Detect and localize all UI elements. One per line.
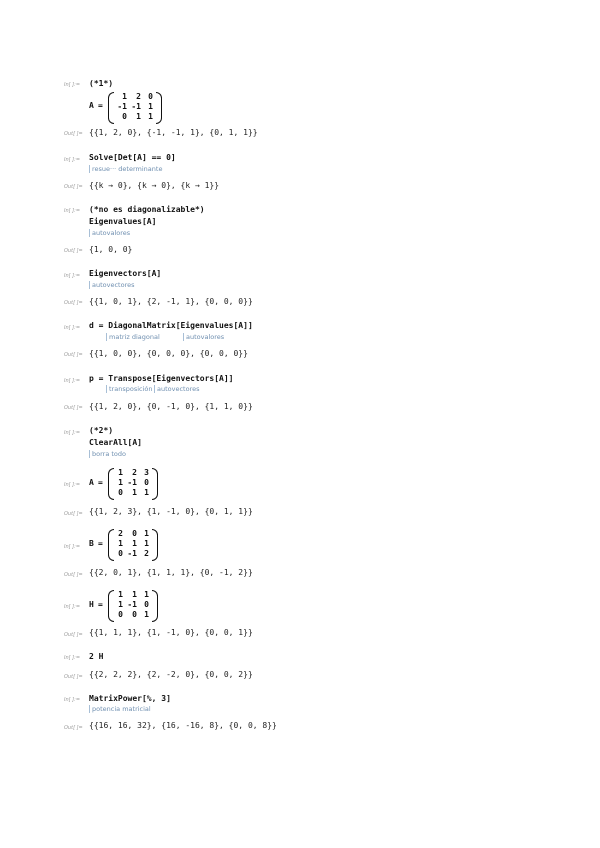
matrix-name: A bbox=[89, 101, 94, 110]
input-label: In[ ]:= bbox=[64, 157, 81, 163]
output-label: Out[ ]= bbox=[64, 405, 83, 411]
input-label: In[ ]:= bbox=[64, 697, 81, 703]
matrix-grid: 2 0 1 1 1 1 0 -1 2 bbox=[118, 529, 149, 558]
output-label: Out[ ]= bbox=[64, 511, 83, 517]
input-label: In[ ]:= bbox=[64, 273, 81, 279]
input-code[interactable]: p = Transpose[Eigenvectors[A]] bbox=[89, 374, 234, 383]
output-value: {{2, 0, 1}, {1, 1, 1}, {0, -1, 2}} bbox=[89, 568, 253, 577]
input-comment[interactable]: (*no es diagonalizable*) bbox=[89, 205, 205, 214]
input-code[interactable]: Eigenvalues[A] bbox=[89, 217, 157, 226]
input-label: In[ ]:= bbox=[64, 208, 81, 214]
input-comment[interactable]: (*1*) bbox=[89, 79, 114, 88]
output-value: {{k → 0}, {k → 0}, {k → 1}} bbox=[89, 181, 220, 190]
output-value: {{1, 2, 3}, {1, -1, 0}, {0, 1, 1}} bbox=[89, 507, 253, 516]
output-label: Out[ ]= bbox=[64, 248, 83, 254]
output-label: Out[ ]= bbox=[64, 131, 83, 137]
input-code[interactable]: Eigenvectors[A] bbox=[89, 269, 162, 278]
output-label: Out[ ]= bbox=[64, 300, 83, 306]
output-label: Out[ ]= bbox=[64, 572, 83, 578]
input-label: In[ ]:= bbox=[64, 82, 81, 88]
input-label: In[ ]:= bbox=[64, 604, 81, 610]
code-hint: transposición bbox=[106, 385, 152, 393]
output-value: {{2, 2, 2}, {2, -2, 0}, {0, 0, 2}} bbox=[89, 670, 253, 679]
code-hint: autovectores bbox=[89, 281, 135, 289]
output-label: Out[ ]= bbox=[64, 674, 83, 680]
input-label: In[ ]:= bbox=[64, 544, 81, 550]
input-code[interactable]: d = DiagonalMatrix[Eigenvalues[A]] bbox=[89, 321, 253, 330]
output-value: {{1, 2, 0}, {-1, -1, 1}, {0, 1, 1}} bbox=[89, 128, 258, 137]
matrix-grid: 1 1 1 1 -1 0 0 0 1 bbox=[118, 590, 149, 619]
output-label: Out[ ]= bbox=[64, 632, 83, 638]
input-code[interactable]: MatrixPower[%, 3] bbox=[89, 694, 171, 703]
code-hint: matriz diagonal bbox=[106, 333, 160, 341]
input-code[interactable]: ClearAll[A] bbox=[89, 438, 142, 447]
output-label: Out[ ]= bbox=[64, 352, 83, 358]
input-label: In[ ]:= bbox=[64, 482, 81, 488]
output-label: Out[ ]= bbox=[64, 725, 83, 731]
output-value: {{1, 0, 0}, {0, 0, 0}, {0, 0, 0}} bbox=[89, 349, 248, 358]
input-code[interactable]: 2 H bbox=[89, 652, 104, 661]
input-comment[interactable]: (*2*) bbox=[89, 426, 114, 435]
output-value: {{1, 0, 1}, {2, -1, 1}, {0, 0, 0}} bbox=[89, 297, 253, 306]
matrix-name: H bbox=[89, 600, 94, 609]
input-code[interactable]: Solve[Det[A] == 0] bbox=[89, 153, 176, 162]
output-value: {1, 0, 0} bbox=[89, 245, 133, 254]
code-hint: autovalores bbox=[183, 333, 224, 341]
output-value: {{1, 2, 0}, {0, -1, 0}, {1, 1, 0}} bbox=[89, 402, 253, 411]
code-hint: borra todo bbox=[89, 450, 126, 458]
matrix-name: B bbox=[89, 539, 94, 548]
output-value: {{1, 1, 1}, {1, -1, 0}, {0, 0, 1}} bbox=[89, 628, 253, 637]
code-hint: autovalores bbox=[89, 229, 130, 237]
code-hint: autovectores bbox=[154, 385, 200, 393]
matrix-grid: 1 2 0 -1 -1 1 0 1 1 bbox=[117, 92, 153, 121]
output-value: {{16, 16, 32}, {16, -16, 8}, {0, 0, 8}} bbox=[89, 721, 277, 730]
input-label: In[ ]:= bbox=[64, 378, 81, 384]
output-label: Out[ ]= bbox=[64, 184, 83, 190]
input-label: In[ ]:= bbox=[64, 430, 81, 436]
matrix-grid: 1 2 3 1 -1 0 0 1 1 bbox=[118, 468, 149, 497]
input-label: In[ ]:= bbox=[64, 325, 81, 331]
input-label: In[ ]:= bbox=[64, 655, 81, 661]
matrix-name: A bbox=[89, 478, 94, 487]
code-hint: potencia matricial bbox=[89, 705, 151, 713]
code-hint: resue··· determinante bbox=[89, 165, 162, 173]
